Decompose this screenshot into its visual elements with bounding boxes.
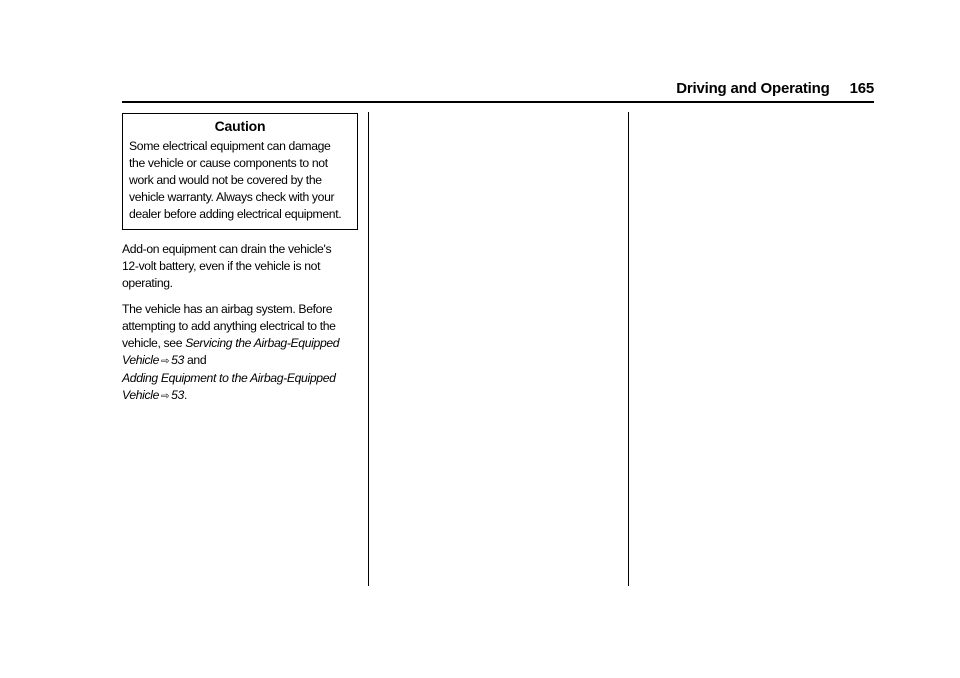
reference-page-number[interactable]: 53 xyxy=(171,353,184,367)
caution-line: work and would not be covered by the xyxy=(129,173,322,187)
text-line: 12-volt battery, even if the vehicle is not xyxy=(122,259,321,273)
page-number: 165 xyxy=(849,80,874,97)
text-line: The vehicle has an airbag system. Before xyxy=(122,302,333,316)
caution-line: vehicle warranty. Always check with your xyxy=(129,190,335,204)
reference-link-servicing-airbag-cont[interactable]: Vehicle xyxy=(122,353,160,367)
caution-line: Some electrical equipment can damage xyxy=(129,139,331,153)
caution-box xyxy=(122,113,358,230)
caution-text xyxy=(129,138,351,223)
caution-line: the vehicle or cause components to not xyxy=(129,156,328,170)
caution-line: dealer before adding electrical equipment. xyxy=(129,207,342,221)
text-and: and xyxy=(183,353,207,367)
reference-link-servicing-airbag[interactable]: Servicing the Airbag-Equipped xyxy=(185,336,340,350)
header-rule xyxy=(122,101,874,103)
left-column xyxy=(122,113,358,405)
text-line: attempting to add anything electrical to the xyxy=(122,319,336,333)
paragraph-addon-equipment xyxy=(122,241,358,292)
reference-page-number[interactable]: 53 xyxy=(171,388,184,402)
page-header xyxy=(676,80,874,97)
reference-link-adding-equipment-cont[interactable]: Vehicle xyxy=(122,388,160,402)
section-title: Driving and Operating xyxy=(676,80,830,97)
column-divider-2 xyxy=(628,112,629,586)
reference-link-adding-equipment[interactable]: Adding Equipment to the Airbag-Equipped xyxy=(122,371,336,385)
end-punctuation: . xyxy=(183,388,188,402)
text-line: Add-on equipment can drain the vehicle's xyxy=(122,242,332,256)
paragraph-airbag-system xyxy=(122,301,358,405)
text-line: vehicle, see xyxy=(122,336,186,350)
column-divider-1 xyxy=(368,112,369,586)
page-reference-icon: ⇨ xyxy=(161,356,170,367)
text-line: operating. xyxy=(122,276,173,290)
page-reference-icon: ⇨ xyxy=(161,391,170,402)
caution-title: Caution xyxy=(214,118,266,134)
